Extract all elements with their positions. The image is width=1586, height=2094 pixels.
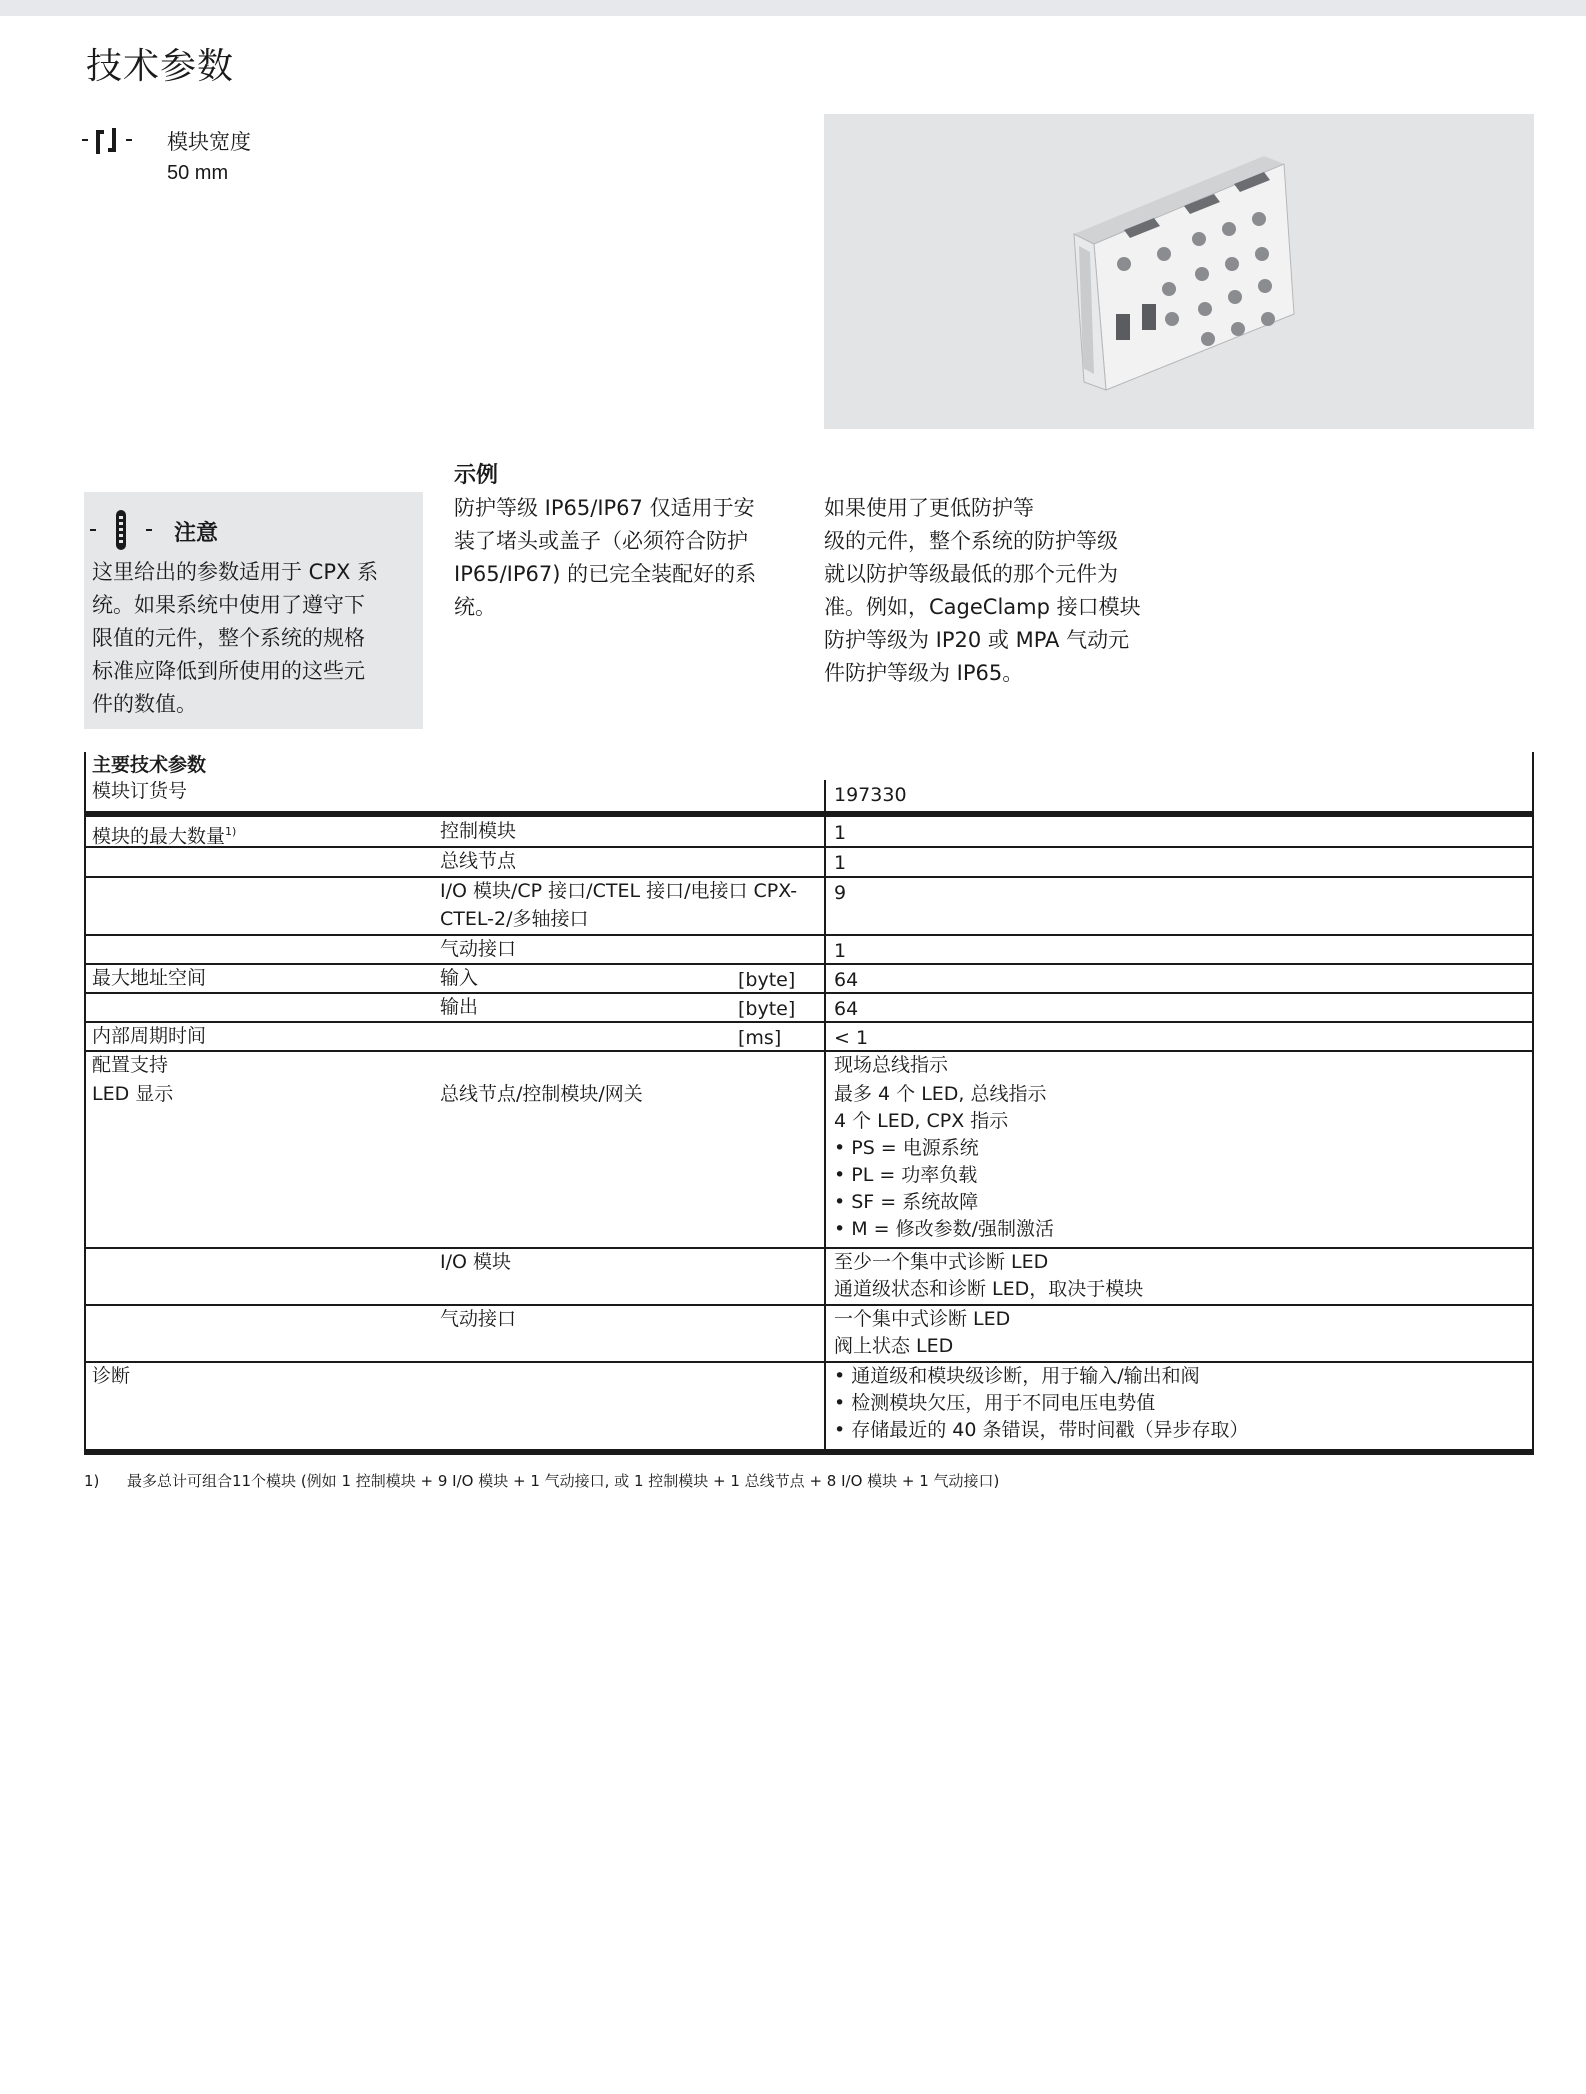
example-line: 如果使用了更低防护等 bbox=[824, 496, 1034, 520]
output-value: 64 bbox=[834, 998, 859, 1020]
led-pneumatic-line: 一个集中式诊断 LED bbox=[834, 1308, 1011, 1330]
example-line: 件防护等级为 IP65。 bbox=[824, 661, 1024, 685]
led-bus-line: 最多 4 个 LED, 总线指示 bbox=[834, 1083, 1047, 1105]
input-label: 输入 bbox=[440, 967, 479, 989]
address-space-label: 最大地址空间 bbox=[92, 967, 207, 989]
output-label: 输出 bbox=[440, 996, 479, 1018]
page-title: 技术参数 bbox=[86, 46, 235, 87]
config-support-label: 配置支持 bbox=[92, 1054, 169, 1076]
example-line: 就以防护等级最低的那个元件为 bbox=[824, 562, 1118, 586]
led-bus-line: • SF = 系统故障 bbox=[834, 1191, 979, 1213]
io-interface-label: I/O 模块/CP 接口/CTEL 接口/电接口 CPX- bbox=[440, 880, 798, 902]
io-interface-value: 9 bbox=[834, 882, 847, 904]
note-line: 这里给出的参数适用于 CPX 系 bbox=[92, 560, 379, 584]
pneumatic-value: 1 bbox=[834, 940, 847, 962]
note-box bbox=[84, 492, 423, 729]
example-text-right bbox=[824, 492, 1164, 690]
config-support-value: 现场总线指示 bbox=[834, 1054, 949, 1076]
note-text bbox=[92, 556, 417, 721]
example-line: IP65/IP67) 的已完全装配好的系 bbox=[454, 562, 757, 586]
example-line: 防护等级为 IP20 或 MPA 气动元 bbox=[824, 628, 1130, 652]
example-line: 统。 bbox=[454, 595, 496, 619]
control-module-value: 1 bbox=[834, 822, 847, 844]
cycle-time-unit: [ms] bbox=[738, 1027, 782, 1049]
example-title: 示例 bbox=[454, 463, 499, 488]
diagnosis-line: • 检测模块欠压，用于不同电压电势值 bbox=[834, 1392, 1156, 1414]
table-rule bbox=[84, 1361, 1534, 1363]
cycle-time-label: 内部周期时间 bbox=[92, 1025, 207, 1047]
table-rule bbox=[84, 934, 1534, 936]
led-io-line: 通道级状态和诊断 LED，取决于模块 bbox=[834, 1278, 1144, 1300]
max-modules-label: 模块的最大数量$^{1)}$ bbox=[92, 825, 237, 848]
order-label: 模块订货号 bbox=[92, 780, 188, 802]
led-pneumatic-sub-label: 气动接口 bbox=[440, 1308, 517, 1330]
input-value: 64 bbox=[834, 969, 859, 991]
input-unit: [byte] bbox=[738, 969, 796, 991]
top-bar bbox=[0, 0, 1586, 16]
table-rule bbox=[84, 1050, 1534, 1052]
order-value: 197330 bbox=[834, 784, 907, 806]
module-width-value: 50 mm bbox=[167, 162, 229, 184]
footnote bbox=[84, 1470, 999, 1491]
table-rule bbox=[84, 992, 1534, 994]
diagnosis-label: 诊断 bbox=[92, 1365, 131, 1387]
table-rule bbox=[84, 1449, 1534, 1455]
note-line: 统。如果系统中使用了遵守下 bbox=[92, 593, 365, 617]
led-bus-line: • PS = 电源系统 bbox=[834, 1137, 979, 1159]
led-bus-line: • M = 修改参数/强制激活 bbox=[834, 1218, 1055, 1240]
note-line: 标准应降低到所使用的这些元 bbox=[92, 659, 365, 683]
io-interface-label-cont: CTEL-2/多轴接口 bbox=[440, 908, 589, 930]
module-width-icon bbox=[82, 126, 136, 156]
table-rule bbox=[84, 846, 1534, 848]
table-rule bbox=[84, 876, 1534, 878]
led-bus-line: 4 个 LED, CPX 指示 bbox=[834, 1110, 1009, 1132]
example-line: 装了堵头或盖子（必须符合防护 bbox=[454, 529, 748, 553]
diagnosis-line: • 存储最近的 40 条错误，带时间戳（异步存取） bbox=[834, 1419, 1249, 1441]
diagnosis-line: • 通道级和模块级诊断，用于输入/输出和阀 bbox=[834, 1365, 1200, 1387]
spec-table bbox=[84, 752, 1534, 1455]
bus-node-label: 总线节点 bbox=[440, 850, 517, 872]
led-bus-line: • PL = 功率负载 bbox=[834, 1164, 978, 1186]
footnote-text: 最多总计可组合11个模块 (例如 1 控制模块 + 9 I/O 模块 + 1 气动接口, 或 1 控制模块 + 1 总线节点 + 8 I/O 模块 + 1 气动接口) bbox=[126, 1472, 1000, 1490]
table-column-divider bbox=[824, 780, 826, 1449]
table-cell-edge bbox=[430, 1247, 432, 1249]
example-text-left bbox=[454, 492, 794, 624]
led-display-label: LED 显示 bbox=[92, 1083, 174, 1105]
table-border-left bbox=[84, 752, 86, 1455]
led-pneumatic-line: 阀上状态 LED bbox=[834, 1335, 954, 1357]
cycle-time-value: < 1 bbox=[834, 1027, 869, 1049]
table-rule bbox=[84, 1021, 1534, 1023]
table-border-right bbox=[1532, 752, 1534, 1455]
table-rule bbox=[84, 811, 1534, 817]
note-title: 注意 bbox=[174, 521, 219, 546]
pneumatic-label: 气动接口 bbox=[440, 938, 517, 960]
output-unit: [byte] bbox=[738, 998, 796, 1020]
note-header bbox=[90, 510, 410, 550]
bus-node-value: 1 bbox=[834, 852, 847, 874]
table-rule bbox=[84, 1247, 1534, 1249]
example-line: 级的元件，整个系统的防护等级 bbox=[824, 529, 1118, 553]
note-line: 件的数值。 bbox=[92, 692, 197, 716]
product-photo bbox=[824, 114, 1534, 429]
attention-icon bbox=[90, 510, 162, 550]
example-line: 准。例如，CageClamp 接口模块 bbox=[824, 595, 1141, 619]
table-rule bbox=[84, 1304, 1534, 1306]
example-line: 防护等级 IP65/IP67 仅适用于安 bbox=[454, 496, 755, 520]
led-bus-sub-label: 总线节点/控制模块/网关 bbox=[440, 1083, 643, 1105]
table-rule bbox=[84, 963, 1534, 965]
control-module-label: 控制模块 bbox=[440, 820, 517, 842]
module-width-label: 模块宽度 bbox=[167, 130, 251, 154]
footnote-marker: 1) bbox=[84, 1472, 100, 1490]
led-io-sub-label: I/O 模块 bbox=[440, 1251, 511, 1273]
note-line: 限值的元件，整个系统的规格 bbox=[92, 626, 365, 650]
led-io-line: 至少一个集中式诊断 LED bbox=[834, 1251, 1049, 1273]
table-title: 主要技术参数 bbox=[92, 754, 207, 776]
